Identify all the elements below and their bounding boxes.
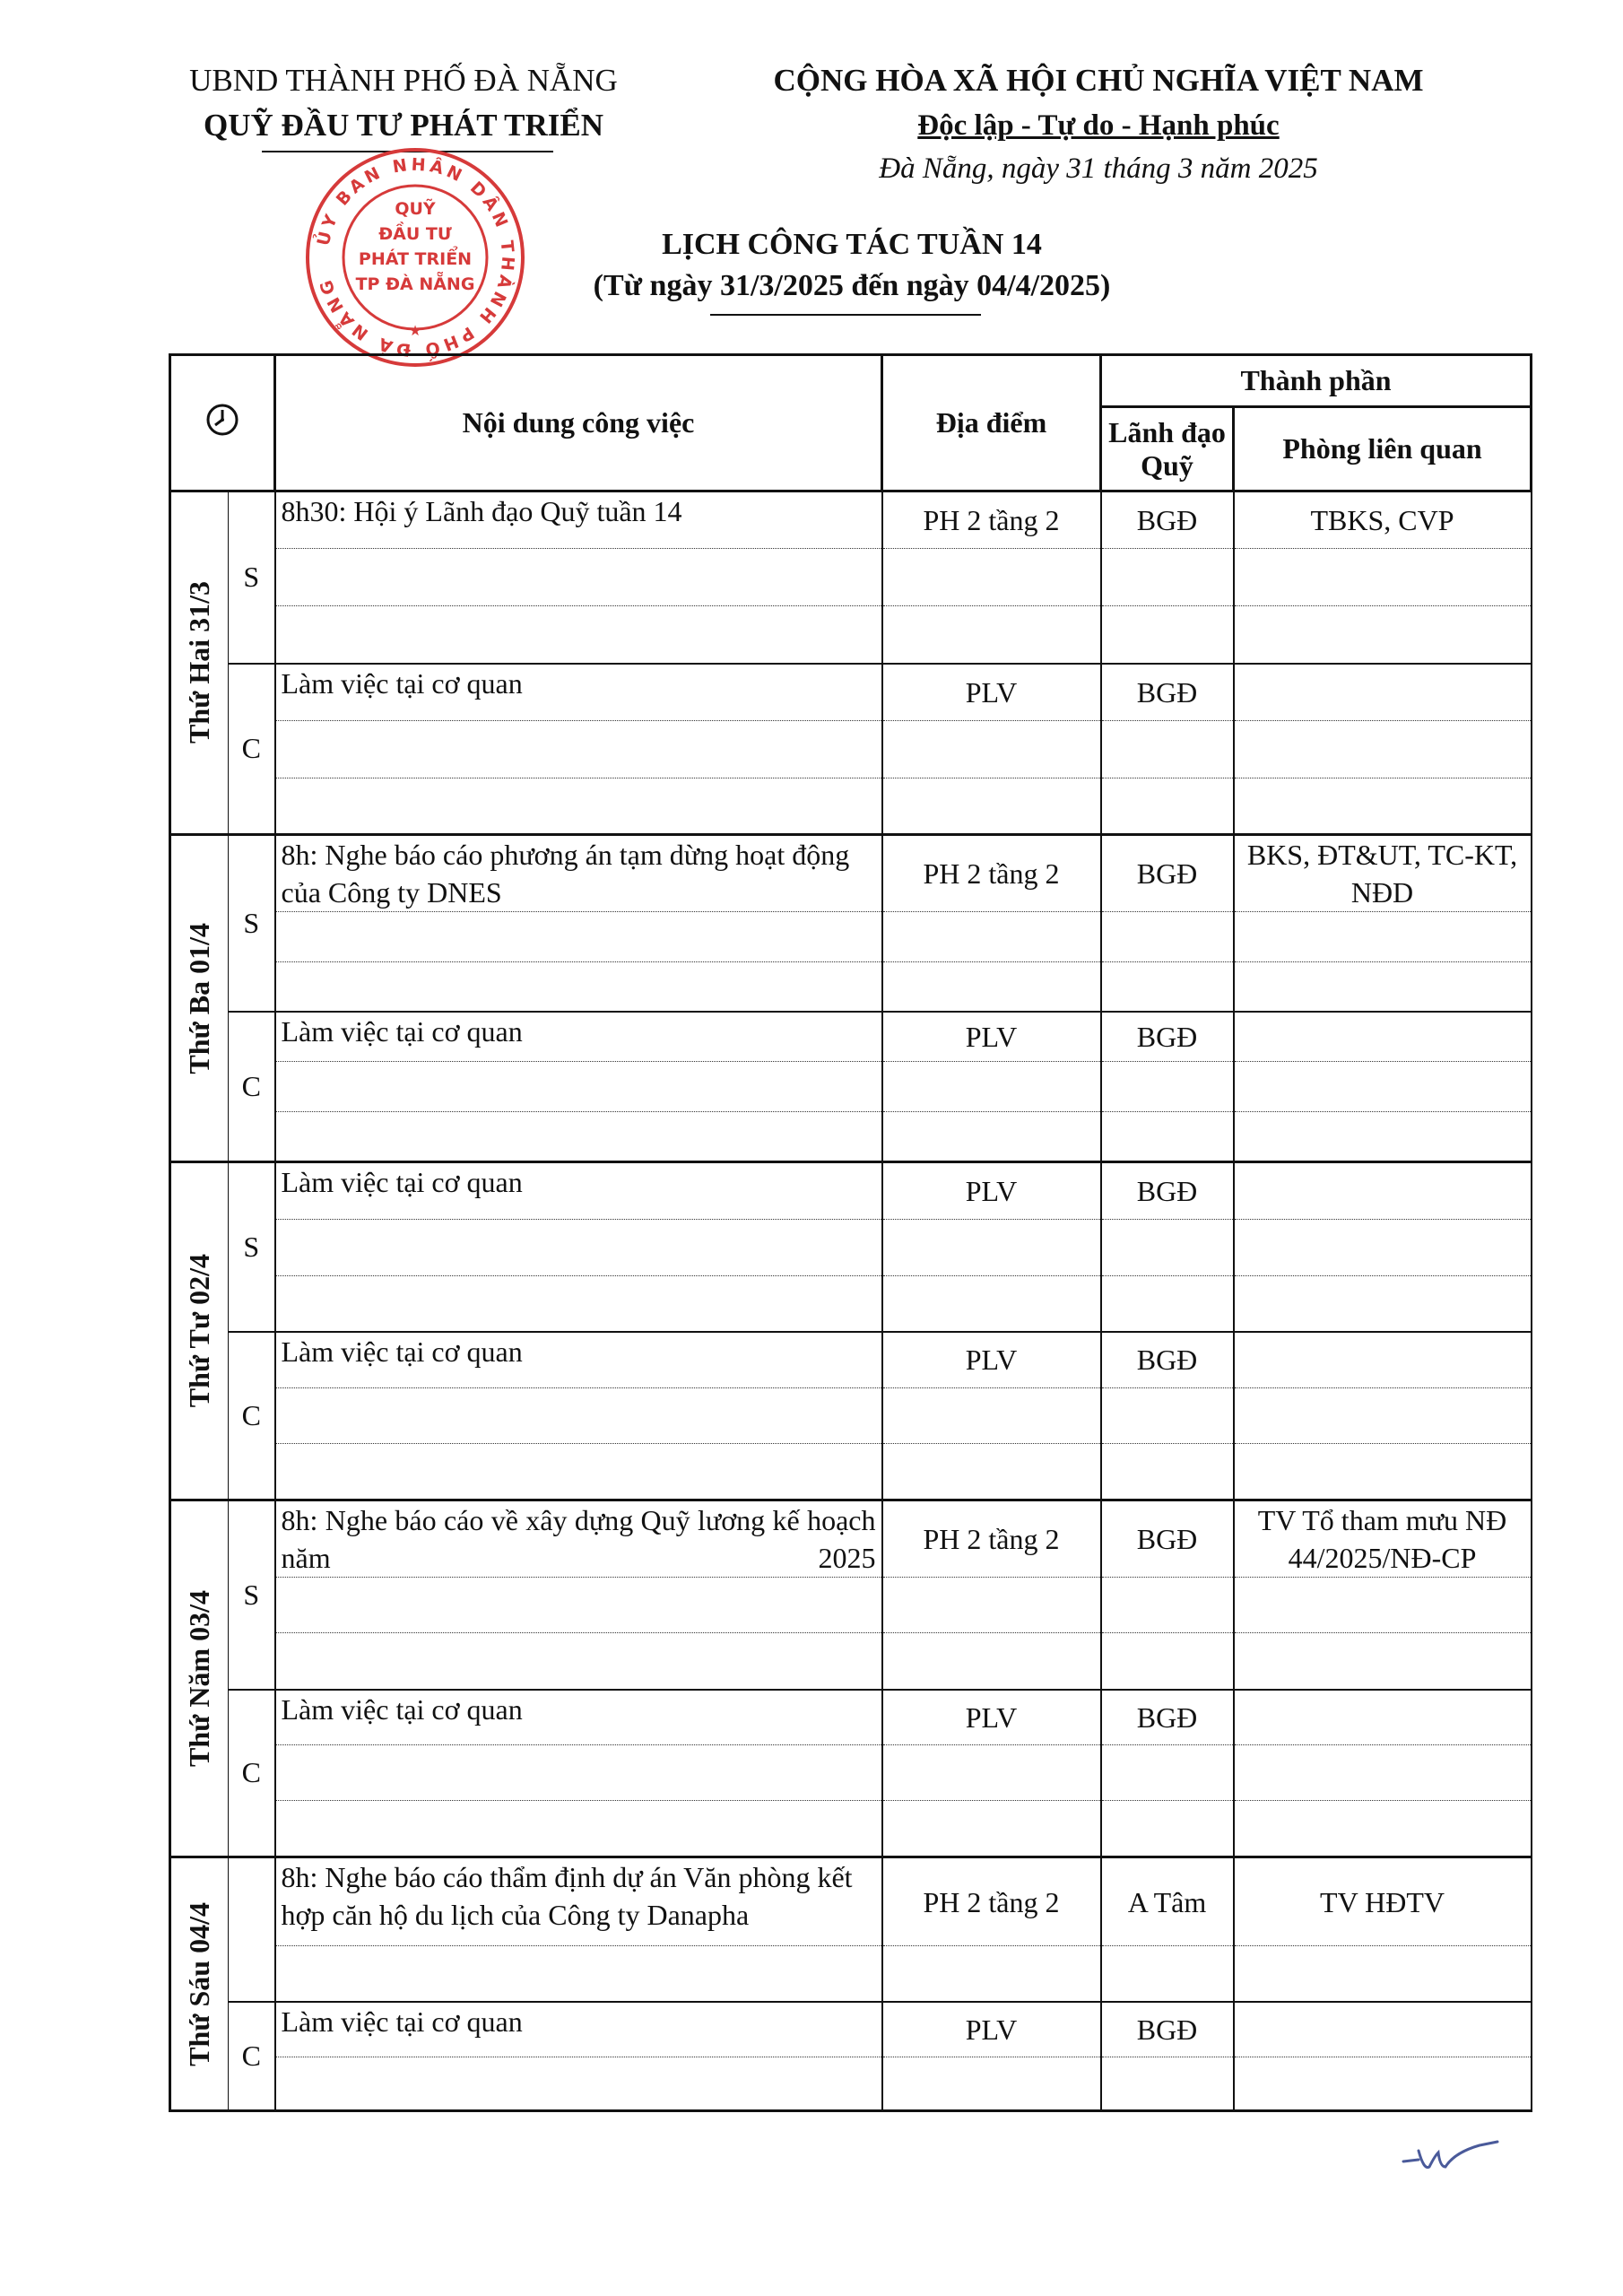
day-label: Thứ Sáu 04/4 xyxy=(183,1901,215,2066)
task-content: 8h: Nghe báo cáo phương án tạm dừng hoạt động của Công ty DNES xyxy=(275,835,882,912)
table-row xyxy=(170,2002,1532,2057)
header-content: Nội dung công việc xyxy=(275,355,882,491)
table-row xyxy=(170,1801,1532,1857)
place-date: Đà Nẵng, ngày 31 tháng 3 năm 2025 xyxy=(879,152,1318,185)
task-department xyxy=(1234,1012,1532,1062)
task-content: 8h30: Hội ý Lãnh đạo Quỹ tuần 14 xyxy=(275,491,882,549)
task-department xyxy=(1234,664,1532,721)
task-content: Làm việc tại cơ quan xyxy=(275,2002,882,2057)
table-row xyxy=(170,778,1532,835)
clock-icon xyxy=(204,402,240,438)
task-content: Làm việc tại cơ quan xyxy=(275,1690,882,1745)
day-label-cell xyxy=(170,1857,229,2111)
stamp-line-3: PHÁT TRIỂN xyxy=(358,249,473,269)
nation-title: CỘNG HÒA XÃ HỘI CHỦ NGHĨA VIỆT NAM xyxy=(773,63,1424,98)
task-leader: BGĐ xyxy=(1101,1500,1234,1578)
table-row xyxy=(170,1112,1532,1162)
table-row xyxy=(170,1062,1532,1112)
header-participants: Thành phần xyxy=(1101,355,1532,407)
day-label: Thứ Tư 02/4 xyxy=(183,1254,215,1408)
task-leader: BGĐ xyxy=(1101,491,1234,549)
table-row xyxy=(170,1690,1532,1745)
table-row xyxy=(170,664,1532,721)
task-location: PH 2 tầng 2 xyxy=(882,835,1101,912)
table-row xyxy=(170,1946,1532,2002)
task-leader: BGĐ xyxy=(1101,2002,1234,2057)
subtitle-underline xyxy=(710,314,981,316)
official-stamp xyxy=(303,145,527,370)
task-leader: BGĐ xyxy=(1101,1162,1234,1220)
task-department xyxy=(1234,1690,1532,1745)
session-label: S xyxy=(229,1500,275,1690)
session-label: S xyxy=(229,1162,275,1332)
task-content: Làm việc tại cơ quan xyxy=(275,664,882,721)
session-label: S xyxy=(229,491,275,664)
stamp-line-2: ĐẦU TƯ xyxy=(378,224,452,244)
task-department: TBKS, CVP xyxy=(1234,491,1532,549)
table-row xyxy=(170,1388,1532,1444)
task-content: 8h: Nghe báo cáo về xây dựng Quỹ lương kế hoạch năm 2025 xyxy=(275,1500,882,1578)
table-row xyxy=(170,1857,1532,1946)
header-leader xyxy=(1101,407,1234,491)
task-location: PLV xyxy=(882,1162,1101,1220)
day-label-cell xyxy=(170,835,229,1162)
task-leader: BGĐ xyxy=(1101,835,1234,912)
task-location: PLV xyxy=(882,1690,1101,1745)
task-location: PH 2 tầng 2 xyxy=(882,491,1101,549)
table-row xyxy=(170,1578,1532,1633)
table-row xyxy=(170,835,1532,912)
clock-header xyxy=(170,355,275,491)
task-department xyxy=(1234,1162,1532,1220)
session-label xyxy=(229,1857,275,2002)
page-title: LỊCH CÔNG TÁC TUẦN 14 xyxy=(662,228,1042,261)
task-location: PLV xyxy=(882,1332,1101,1388)
day-label: Thứ Năm 03/4 xyxy=(183,1590,215,1767)
table-row xyxy=(170,962,1532,1012)
task-department xyxy=(1234,2002,1532,2057)
page-subtitle: (Từ ngày 31/3/2025 đến ngày 04/4/2025) xyxy=(593,269,1111,302)
table-row xyxy=(170,1012,1532,1062)
task-leader: BGĐ xyxy=(1101,1332,1234,1388)
task-location: PH 2 tầng 2 xyxy=(882,1857,1101,1946)
header-leader-line2: Quỹ xyxy=(1141,448,1193,482)
day-label-cell xyxy=(170,491,229,835)
task-content: 8h: Nghe báo cáo thẩm định dự án Văn phòng kết hợp căn hộ du lịch của Công ty Danapha xyxy=(275,1857,882,1946)
task-leader: BGĐ xyxy=(1101,664,1234,721)
table-row xyxy=(170,549,1532,606)
task-department xyxy=(1234,1332,1532,1388)
table-row xyxy=(170,2057,1532,2111)
session-label: C xyxy=(229,1332,275,1500)
table-row xyxy=(170,1162,1532,1220)
task-leader: BGĐ xyxy=(1101,1012,1234,1062)
table-row xyxy=(170,1332,1532,1388)
table-row xyxy=(170,1220,1532,1276)
day-label-cell xyxy=(170,1500,229,1857)
day-label: Thứ Ba 01/4 xyxy=(183,922,215,1074)
task-leader: A Tâm xyxy=(1101,1857,1234,1946)
org-name: QUỸ ĐẦU TƯ PHÁT TRIỂN xyxy=(204,108,603,143)
task-department: TV HĐTV xyxy=(1234,1857,1532,1946)
table-row xyxy=(170,1633,1532,1690)
session-label: C xyxy=(229,1690,275,1857)
task-leader: BGĐ xyxy=(1101,1690,1234,1745)
header-location: Địa điểm xyxy=(882,355,1101,491)
table-row xyxy=(170,606,1532,664)
signature-mark xyxy=(1399,2126,1506,2179)
task-content: Làm việc tại cơ quan xyxy=(275,1162,882,1220)
table-row xyxy=(170,491,1532,549)
day-label: Thứ Hai 31/3 xyxy=(183,581,215,744)
task-content: Làm việc tại cơ quan xyxy=(275,1332,882,1388)
session-label: C xyxy=(229,2002,275,2111)
table-row xyxy=(170,721,1532,778)
org-parent: UBND THÀNH PHỐ ĐÀ NẴNG xyxy=(189,63,618,98)
nation-motto: Độc lập - Tự do - Hạnh phúc xyxy=(917,109,1280,142)
task-location: PLV xyxy=(882,1012,1101,1062)
schedule-table xyxy=(169,353,1532,2112)
header-leader-line1: Lãnh đạo xyxy=(1108,415,1226,448)
task-location: PLV xyxy=(882,664,1101,721)
table-row xyxy=(170,912,1532,962)
table-row xyxy=(170,1444,1532,1500)
session-label: C xyxy=(229,1012,275,1162)
day-label-cell xyxy=(170,1162,229,1500)
task-content: Làm việc tại cơ quan xyxy=(275,1012,882,1062)
session-label: S xyxy=(229,835,275,1012)
stamp-ring-text: ỦY BAN NHÂN DÂN THÀNH PHỐ ĐÀ NẴNG xyxy=(313,154,518,361)
stamp-line-4: TP ĐÀ NẴNG xyxy=(355,274,475,294)
task-department: TV Tổ tham mưu NĐ 44/2025/NĐ-CP xyxy=(1234,1500,1532,1578)
session-label: C xyxy=(229,664,275,835)
task-location: PH 2 tầng 2 xyxy=(882,1500,1101,1578)
table-row xyxy=(170,1276,1532,1332)
svg-text:★: ★ xyxy=(408,324,422,339)
task-location: PLV xyxy=(882,2002,1101,2057)
header-department: Phòng liên quan xyxy=(1234,407,1532,491)
stamp-line-1: QUỸ xyxy=(395,199,436,219)
table-row xyxy=(170,1745,1532,1801)
task-department: BKS, ĐT&UT, TC-KT, NĐD xyxy=(1234,835,1532,912)
table-row xyxy=(170,1500,1532,1578)
